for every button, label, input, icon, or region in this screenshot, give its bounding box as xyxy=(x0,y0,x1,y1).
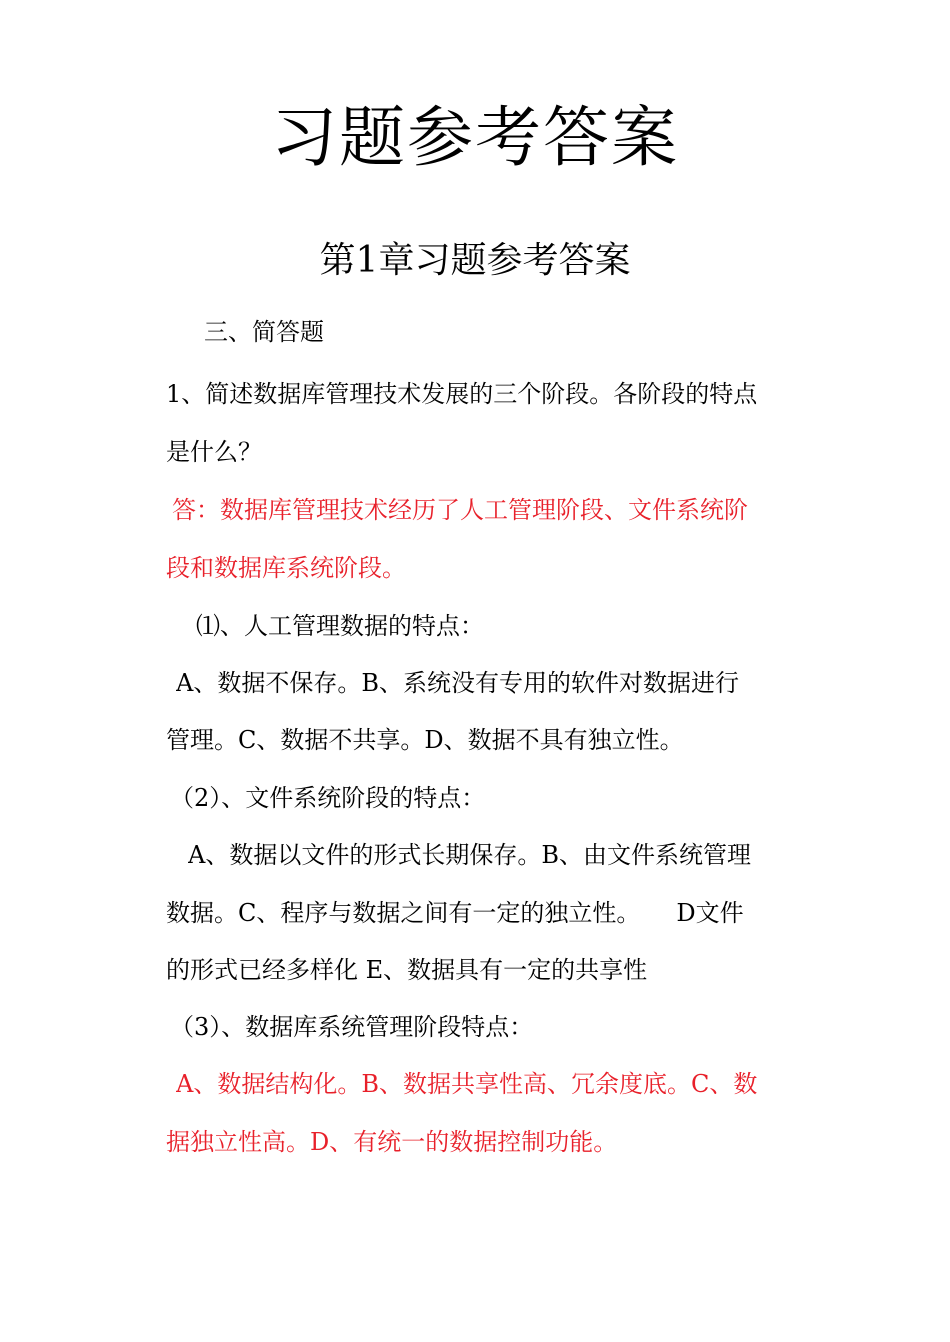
section-heading: 三、简答题 xyxy=(204,318,324,346)
stage2-line-1: A、数据以文件的形式长期保存。B、由文件系统管理 xyxy=(188,841,751,869)
stage3-line-2: 据独立性高。D、有统一的数据控制功能。 xyxy=(166,1128,618,1156)
main-title: 习题参考答案 xyxy=(271,99,679,176)
stage3-line-1: A、数据结构化。B、数据共享性高、冗余度底。C、数 xyxy=(176,1070,758,1098)
question-line-1: 1、简述数据库管理技术发展的三个阶段。各阶段的特点 xyxy=(166,380,758,408)
answer-line-2: 段和数据库系统阶段。 xyxy=(166,554,406,582)
stage1-line-1: A、数据不保存。B、系统没有专用的软件对数据进行 xyxy=(176,669,739,697)
stage1-line-2: 管理。C、数据不共享。D、数据不具有独立性。 xyxy=(166,726,684,754)
stage2-line-2: 数据。C、程序与数据之间有一定的独立性。 D文件 xyxy=(166,899,744,927)
stage1-heading: ⑴、人工管理数据的特点： xyxy=(196,612,484,640)
answer-line-1: 答：数据库管理技术经历了人工管理阶段、文件系统阶 xyxy=(172,496,748,524)
question-line-2: 是什么？ xyxy=(166,438,262,466)
stage2-line-3: 的形式已经多样化 E、数据具有一定的共享性 xyxy=(166,956,648,984)
chapter-title: 第1章习题参考答案 xyxy=(319,240,631,281)
stage3-heading: （3）、数据库系统管理阶段特点： xyxy=(170,1013,534,1041)
stage2-heading: （2）、文件系统阶段的特点： xyxy=(170,784,486,812)
